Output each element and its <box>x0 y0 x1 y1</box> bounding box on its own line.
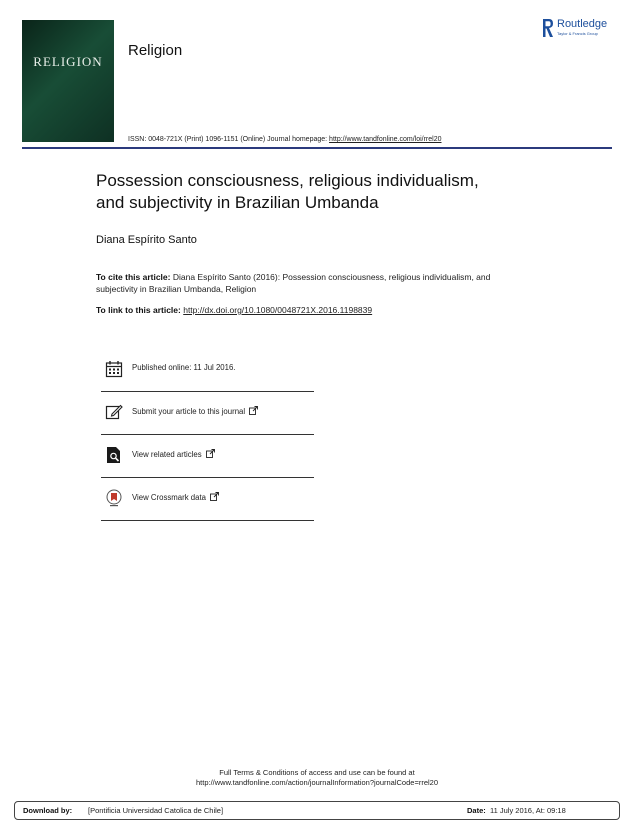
terms-line-1: Full Terms & Conditions of access and use can be found at <box>219 768 415 777</box>
journal-name: Religion <box>128 42 183 59</box>
header-rule <box>22 147 612 149</box>
publisher-logo <box>541 18 621 40</box>
calendar-icon <box>105 360 123 378</box>
related-articles-link[interactable] <box>101 434 314 478</box>
citation <box>96 271 516 295</box>
routledge-logo-icon <box>541 18 554 38</box>
terms-notice <box>0 768 634 788</box>
doi-link[interactable]: http://dx.doi.org/10.1080/0048721X.2016.1198839 <box>183 305 373 315</box>
publisher-logo-subtitle: Taylor & Francis Group <box>557 31 598 36</box>
article-link <box>96 305 372 315</box>
download-value: [Pontificia Universidad Catolica de Chile] <box>88 806 224 815</box>
cover-title: RELIGION <box>33 54 103 69</box>
article-title-line-2: and subjectivity in Brazilian Umbanda <box>96 193 379 212</box>
related-articles-label: View related articles <box>132 450 202 459</box>
submit-article-text <box>132 406 258 416</box>
article-author: Diana Espírito Santo <box>96 234 197 246</box>
publisher-logo-text: Routledge <box>557 18 608 30</box>
crossmark-label: View Crossmark data <box>132 493 206 502</box>
date-label: Date: <box>467 806 486 815</box>
crossmark-text <box>132 492 219 502</box>
date-value: 11 July 2016, At: 09:18 <box>490 806 566 815</box>
download-info-bar <box>14 801 620 820</box>
related-articles-icon <box>105 446 123 464</box>
crossmark-icon <box>105 489 123 507</box>
link-label: To link to this article: <box>96 305 184 315</box>
journal-homepage-link[interactable]: http://www.tandfonline.com/loi/rrel20 <box>329 136 442 143</box>
download-label: Download by: <box>23 806 73 815</box>
external-link-icon <box>210 492 219 501</box>
external-link-icon <box>249 406 258 415</box>
published-online-label: Published online: 11 Jul 2016. <box>132 363 236 372</box>
terms-url-link[interactable]: http://www.tandfonline.com/action/journalInformation?journalCode=rrel20 <box>195 778 438 787</box>
crossmark-link[interactable] <box>101 477 314 521</box>
cite-text: Diana Espírito Santo (2016): Possession consciousness, religious individualism, and subjectivity in Brazilian Umbanda, Religion <box>96 272 491 294</box>
submit-article-label: Submit your article to this journal <box>132 407 246 416</box>
issn-line <box>128 136 442 143</box>
submit-article-link[interactable] <box>101 391 314 435</box>
published-online-item <box>101 348 314 392</box>
journal-cover-image <box>22 20 114 142</box>
cite-label: To cite this article: <box>96 272 171 282</box>
issn-text: ISSN: 0048-721X (Print) 1096-1151 (Online) Journal homepage: <box>128 136 330 143</box>
edit-icon <box>105 403 123 421</box>
related-articles-text <box>132 449 215 459</box>
article-title-line-1: Possession consciousness, religious individualism, <box>96 171 479 190</box>
article-title <box>96 170 536 214</box>
external-link-icon <box>206 449 215 458</box>
